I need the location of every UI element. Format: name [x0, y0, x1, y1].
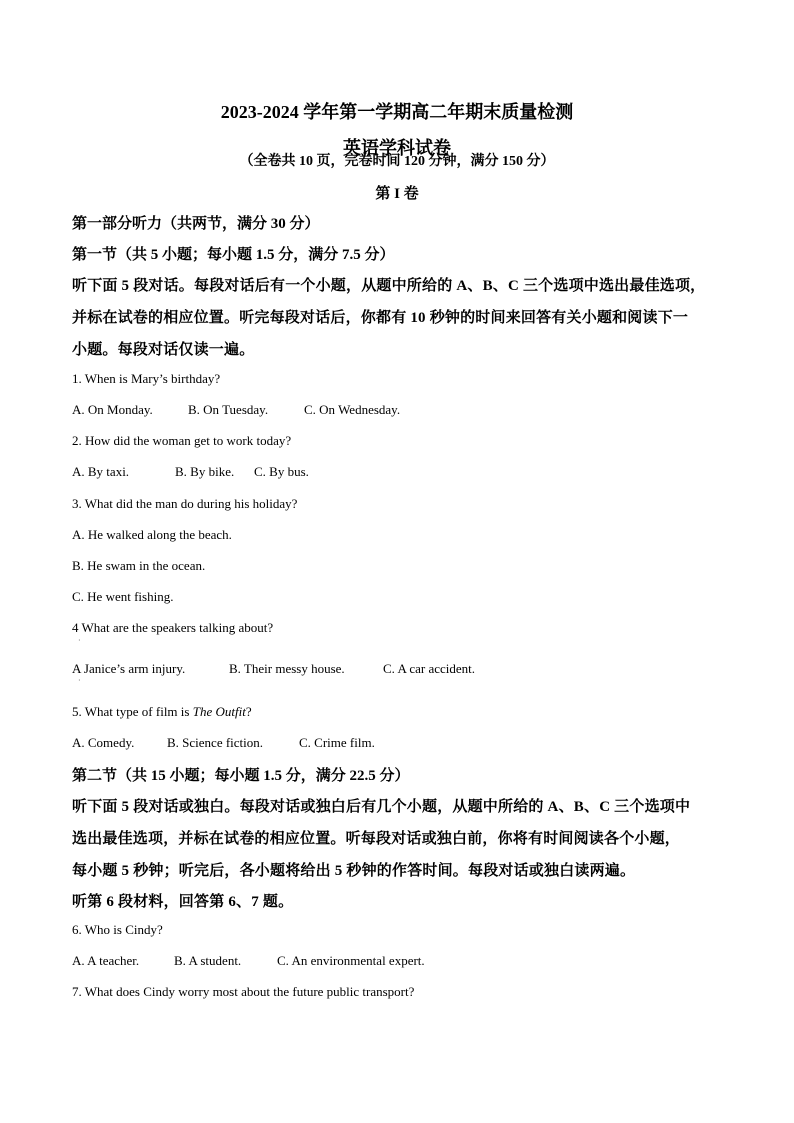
- section1-instruction-line: 听下面 5 段对话。每段对话后有一个小题，从题中所给的 A、B、C 三个选项中选出最佳选项，: [72, 278, 706, 294]
- stray-dot-mark: ·: [78, 636, 81, 645]
- option-c: C. A car accident.: [383, 661, 476, 676]
- question-options: [72, 464, 309, 480]
- option-b: B. A student.: [174, 953, 242, 968]
- question-options: [72, 953, 425, 969]
- question-options: [72, 661, 475, 677]
- option-a: A. A teacher.: [72, 953, 140, 968]
- question-text: 3. What did the man do during his holiday?: [72, 496, 298, 511]
- option-c: C. By bus.: [254, 464, 309, 479]
- question-text-prefix: 5. What type of film is: [72, 704, 193, 719]
- option-b: B. On Tuesday.: [188, 402, 269, 417]
- question-text: [72, 704, 252, 720]
- exam-subject: 英语学科试卷: [343, 138, 451, 158]
- section2-instruction-line: 听下面 5 段对话或独白。每段对话或独白后有几个小题，从题中所给的 A、B、C 三个选项中: [72, 799, 691, 815]
- section1-heading: 第一节（共 5 小题；每小题 1.5 分，满分 7.5 分）: [72, 247, 395, 263]
- option-c: C. An environmental expert.: [277, 953, 425, 968]
- option-c: C. He went fishing.: [72, 589, 174, 604]
- question-text: 2. How did the woman get to work today?: [72, 433, 292, 448]
- option-a: A Janice’s arm injury.: [72, 661, 186, 676]
- section1-instruction-line: 小题。每段对话仅读一遍。: [72, 342, 255, 358]
- exam-title: 2023-2024 学年第一学期高二年期末质量检测: [220, 102, 574, 122]
- question-text: 1. When is Mary’s birthday?: [72, 371, 221, 386]
- question-text-suffix: ?: [245, 704, 252, 719]
- part1-heading: 第一部分听力（共两节，满分 30 分）: [72, 216, 320, 232]
- option-b: B. Science fiction.: [167, 735, 264, 750]
- option-b: B. Their messy house.: [229, 661, 345, 676]
- question-options: [72, 735, 375, 751]
- material-note: 听第 6 段材料，回答第 6、7 题。: [72, 894, 294, 910]
- question-text: 4 What are the speakers talking about?: [72, 620, 274, 635]
- exam-note: （全卷共 10 页，完卷时间 120 分钟，满分 150 分）: [239, 154, 555, 169]
- volume-label: 第 I 卷: [375, 186, 419, 202]
- option-c: C. Crime film.: [299, 735, 375, 750]
- option-a: A. Comedy.: [72, 735, 135, 750]
- section2-instruction-line: 选出最佳选项，并标在试卷的相应位置。听每段对话或独白前，你将有时间阅读各个小题，: [72, 831, 681, 847]
- option-a: A. By taxi.: [72, 464, 130, 479]
- option-b: B. By bike.: [175, 464, 235, 479]
- section2-heading: 第二节（共 15 小题；每小题 1.5 分，满分 22.5 分）: [72, 768, 410, 784]
- stray-dot-mark: ·: [78, 676, 81, 685]
- section2-instruction-line: 每小题 5 秒钟；听完后，各小题将给出 5 秒钟的作答时间。每段对话或独白读两遍。: [72, 863, 636, 879]
- option-a: A. He walked along the beach.: [72, 527, 232, 542]
- question-text: 7. What does Cindy worry most about the future public transport?: [72, 984, 415, 999]
- option-b: B. He swam in the ocean.: [72, 558, 206, 573]
- option-a: A. On Monday.: [72, 402, 153, 417]
- section1-instruction-line: 并标在试卷的相应位置。听完每段对话后，你都有 10 秒钟的时间来回答有关小题和阅读下一: [72, 310, 689, 326]
- question-text: 6. Who is Cindy?: [72, 922, 163, 937]
- film-title: The Outfit: [192, 704, 246, 719]
- question-options: [72, 402, 400, 418]
- option-c: C. On Wednesday.: [304, 402, 401, 417]
